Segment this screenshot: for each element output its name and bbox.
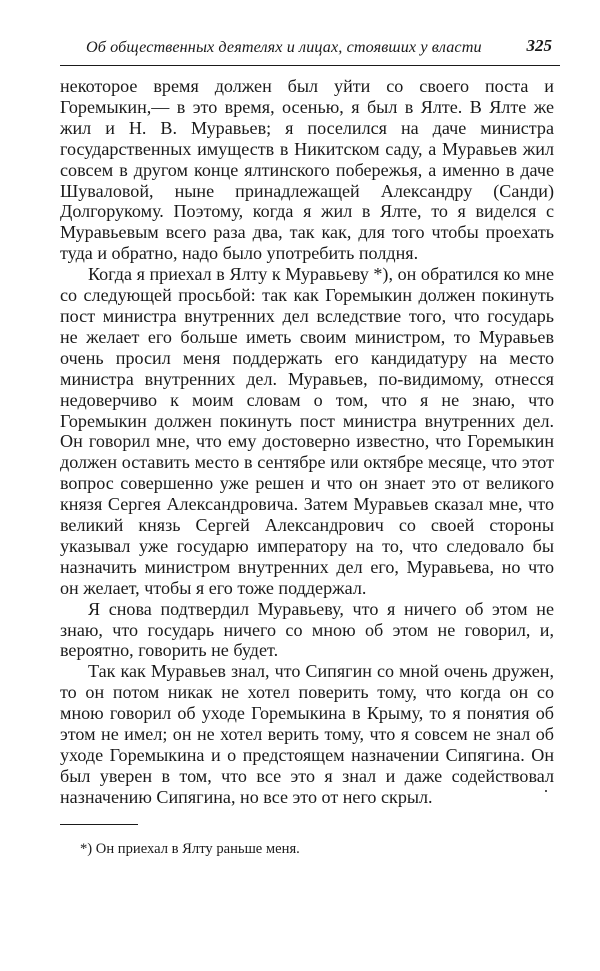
running-title: Об общественных деятелях и лицах, стоявших у власти [86, 38, 482, 56]
paragraph: Я снова подтвердил Муравьеву, что я ничего об этом не знаю, что государь ничего со мною об этом не говорил, и, вероятно, говорить не будет. [60, 598, 554, 661]
header-rule [60, 65, 560, 66]
paragraph: Когда я приехал в Ялту к Муравьеву *), он обратился ко мне со следующей просьбой: так как Горемыкин должен покинуть пост министра внутренних дел вследствие того, что государь не желает его больше иметь своим министром, то Муравьев очень просил меня поддержать его кандидатуру на место министра внутренних дел. Муравьев, по-видимому, отнесся недоверчиво к моим словам о том, что я не знаю, что Горемыкин должен покинуть пост министра внутренних дел. Он говорил мне, что ему достоверно известно, что Горемыкин должен оставить место в сентябре или октябре месяце, что этот вопрос совершенно уже решен и что он знает это от великого князя Сергея Александровича. Затем Муравьев сказал мне, что великий князь Сергей Александрович со своей стороны указывал уже государю императору на то, что следовало бы назначить министром внутренних дел его, Муравьева, но что он желает, чтобы я его тоже поддержал. [60, 264, 554, 598]
paragraph: Так как Муравьев знал, что Сипягин со мной очень дружен, то он потом никак не хотел поверить тому, что когда он со мною говорил об уходе Горемыкина в Крыму, то я понятия об этом не имел; он не хотел верить тому, что я совсем не знал об уходе Горемыкина и о предстоящем назначении Сипягина. Он был уверен в том, что все это я знал и даже содействовал назначению Сипягина, но все это от него скрыл. [60, 661, 554, 807]
footnote-rule [60, 824, 138, 825]
print-speck [545, 790, 547, 792]
paragraph-continued: некоторое время должен был уйти со своего поста и Горемыкин,— в это время, осенью, я был в Ялте. В Ялте же жил и Н. В. Муравьев; я поселился на даче министра государственных имуществ в Никитском саду, а Муравьев жил совсем в другом конце ялтинского побережья, а именно в даче Шуваловой, ныне принадлежащей Александру (Санди) Долгорукому. Поэтому, когда я жил в Ялте, то я виделся с Муравьевым всего раза два, так как, для того чтобы проехать туда и обратно, надо было употребить полдня. [60, 76, 554, 264]
running-header [60, 28, 560, 64]
main-text [60, 76, 554, 808]
page-number: 325 [526, 36, 552, 55]
footnote: *) Он приехал в Ялту раньше меня. [80, 841, 300, 857]
